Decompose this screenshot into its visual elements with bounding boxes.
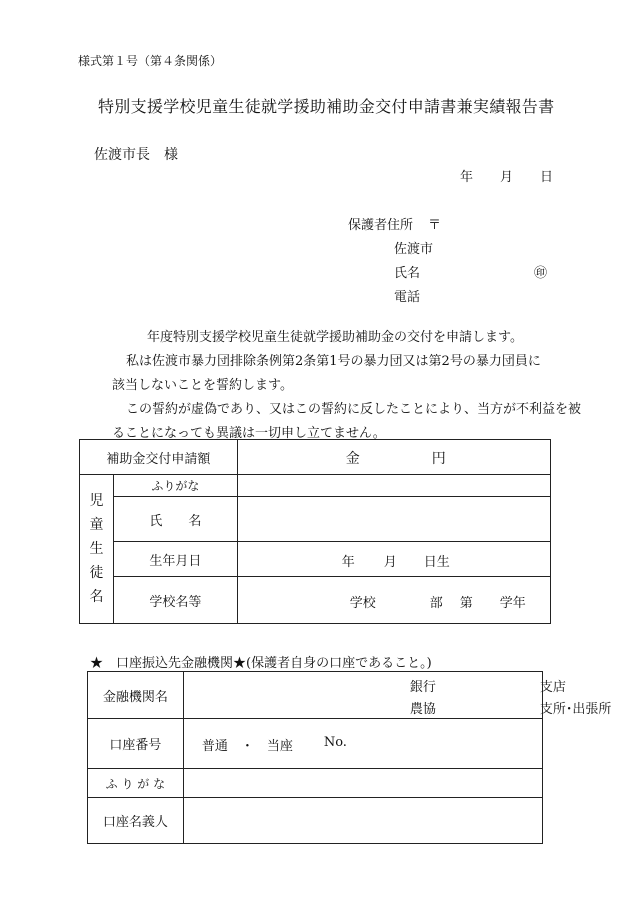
grade-prefix: 第 <box>459 596 473 611</box>
account-type: 普通 ・ 当座 <box>201 739 293 754</box>
holder-furigana-label: ふ り が な <box>105 776 166 791</box>
institution-label-cell <box>88 672 184 719</box>
bank-suffix: 銀行 <box>409 680 436 695</box>
furigana-value-cell[interactable] <box>237 475 550 497</box>
school-suffix: 学校 <box>349 596 376 611</box>
furigana-label: ふりがな <box>151 479 200 493</box>
seal-mark: ㊞ <box>534 266 548 281</box>
account-no-value-cell[interactable] <box>183 719 542 769</box>
holder-label: 口座名義人 <box>102 815 168 830</box>
student-name-label-cell <box>113 497 237 542</box>
amount-value-cell[interactable] <box>237 440 550 475</box>
birth-year: 年 <box>341 555 355 570</box>
body-line-1: 年度特別支援学校児童生徒就学援助補助金の交付を申請します。 <box>147 330 523 345</box>
holder-value-cell[interactable] <box>183 798 542 844</box>
grade-suffix: 学年 <box>499 596 526 611</box>
form-number: 様式第１号（第４条関係） <box>78 54 223 68</box>
bank-heading: ★ 口座振込先金融機関★(保護者自身の口座であること。) <box>90 656 432 671</box>
name-label: 氏名 <box>394 266 421 281</box>
holder-furigana-value-cell[interactable] <box>183 769 542 798</box>
student-char-4: 徒 <box>89 565 104 581</box>
birth-label: 生年月日 <box>149 553 202 569</box>
addressee: 佐渡市長 様 <box>94 147 178 163</box>
date-year: 年 <box>460 170 474 185</box>
amount-kin: 金 <box>345 451 360 467</box>
bank-table <box>87 671 612 844</box>
date-day: 日 <box>540 170 554 185</box>
ja-suffix: 農協 <box>409 702 436 717</box>
amount-yen: 円 <box>431 451 446 467</box>
student-char-2: 童 <box>89 517 104 533</box>
date-month: 月 <box>500 170 514 185</box>
institution-value-cell[interactable] <box>183 672 612 719</box>
ja-branch-suffix: 支所･出張所 <box>539 702 612 717</box>
school-label: 学校名等 <box>149 594 202 610</box>
birth-month: 月 <box>383 555 397 570</box>
form-title: 特別支援学校児童生徒就学援助補助金交付申請書兼実績報告書 <box>98 97 555 116</box>
student-name-label: 氏 名 <box>149 513 202 529</box>
body-line-3: 該当しないことを誓約します。 <box>112 378 293 393</box>
student-label-cell <box>80 475 114 624</box>
amount-label: 補助金交付申請額 <box>106 451 211 467</box>
phone-label: 電話 <box>394 290 421 305</box>
birth-value-cell[interactable] <box>237 542 550 577</box>
no-label: No. <box>323 735 347 750</box>
holder-label-cell <box>88 798 184 844</box>
student-char-3: 生 <box>89 541 104 557</box>
body-line-4: この誓約が虚偽であり、又はこの誓約に反したことにより、当方が不利益を被 <box>126 402 582 417</box>
student-name-value-cell[interactable] <box>237 497 550 542</box>
department-suffix: 部 <box>429 596 443 611</box>
account-no-label: 口座番号 <box>109 738 162 753</box>
address-label: 保護者住所 <box>348 218 414 233</box>
city-label: 佐渡市 <box>394 242 434 257</box>
student-char-1: 児 <box>89 493 104 509</box>
birth-day: 日生 <box>423 555 450 570</box>
account-no-label-cell <box>88 719 184 769</box>
school-value-cell[interactable] <box>237 577 550 624</box>
birth-label-cell <box>113 542 237 577</box>
furigana-label-cell <box>113 475 237 497</box>
branch-suffix: 支店 <box>539 680 566 695</box>
amount-label-cell <box>80 440 238 475</box>
institution-label: 金融機関名 <box>102 689 168 705</box>
postal-mark: 〒 <box>428 218 442 233</box>
body-line-2: 私は佐渡市暴力団排除条例第2条第1号の暴力団又は第2号の暴力団員に <box>126 354 541 369</box>
student-char-5: 名 <box>89 589 104 605</box>
body-line-5: ることになっても異議は一切申し立てません。 <box>112 426 386 441</box>
school-label-cell <box>113 577 237 624</box>
holder-furigana-label-cell <box>88 769 184 798</box>
application-table <box>79 439 551 624</box>
